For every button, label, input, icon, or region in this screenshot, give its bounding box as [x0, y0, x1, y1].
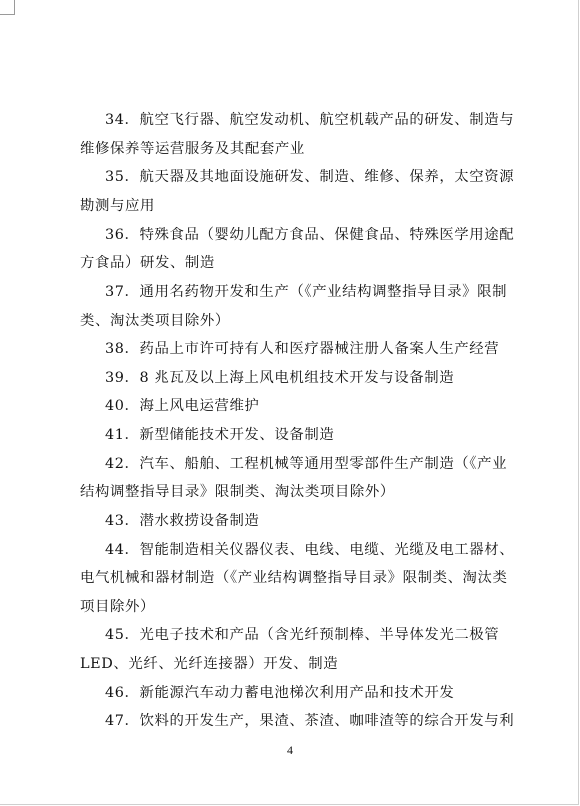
list-item-44-line-2: 电气机械和器材制造（《产业结构调整指导目录》限制类、淘汰类 [80, 570, 508, 586]
page-number: 4 [287, 743, 293, 757]
list-item-41: 41．新型储能技术开发、设备制造 [105, 427, 335, 443]
list-item-34-line-1: 34．航空飞行器、航空发动机、航空机载产品的研发、制造与 [105, 112, 515, 128]
list-item-45-line-2: LED、光纤、光纤连接器）开发、制造 [80, 656, 339, 672]
list-item-45-line-1: 45．光电子技术和产品（含光纤预制棒、半导体发光二极管 [105, 627, 500, 643]
list-item-44-line-3: 项目除外） [80, 599, 155, 615]
list-item-38: 38．药品上市许可持有人和医疗器械注册人备案人生产经营 [105, 341, 500, 357]
list-item-42-line-2: 结构调整指导目录》限制类、淘汰类项目除外） [80, 484, 395, 500]
list-item-35-line-2: 勘测与应用 [80, 198, 155, 214]
list-item-42-line-1: 42．汽车、船舶、工程机械等通用型零部件生产制造（《产业 [105, 456, 508, 472]
list-item-40: 40．海上风电运营维护 [105, 398, 260, 414]
list-item-34-line-2: 维修保养等运营服务及其配套产业 [80, 141, 305, 157]
list-item-39: 39．8 兆瓦及以上海上风电机组技术开发与设备制造 [105, 370, 455, 386]
list-item-36-line-2: 方食品）研发、制造 [80, 255, 215, 271]
list-item-47-line-1: 47．饮料的开发生产，果渣、茶渣、咖啡渣等的综合开发与利 [105, 713, 515, 729]
list-item-37-line-2: 类、淘汰类项目除外） [80, 313, 230, 329]
list-item-37-line-1: 37．通用名药物开发和生产（《产业结构调整指导目录》限制 [105, 284, 508, 300]
list-item-43: 43．潜水救捞设备制造 [105, 513, 260, 529]
list-item-36-line-1: 36．特殊食品（婴幼儿配方食品、保健食品、特殊医学用途配 [105, 227, 515, 243]
list-item-46: 46．新能源汽车动力蓄电池梯次利用产品和技术开发 [105, 685, 455, 701]
page-corner-mark [0, 0, 15, 15]
list-item-35-line-1: 35．航天器及其地面设施研发、制造、维修、保养，太空资源 [105, 169, 515, 185]
list-item-44-line-1: 44．智能制造相关仪器仪表、电线、电缆、光缆及电工器材、 [105, 542, 515, 558]
